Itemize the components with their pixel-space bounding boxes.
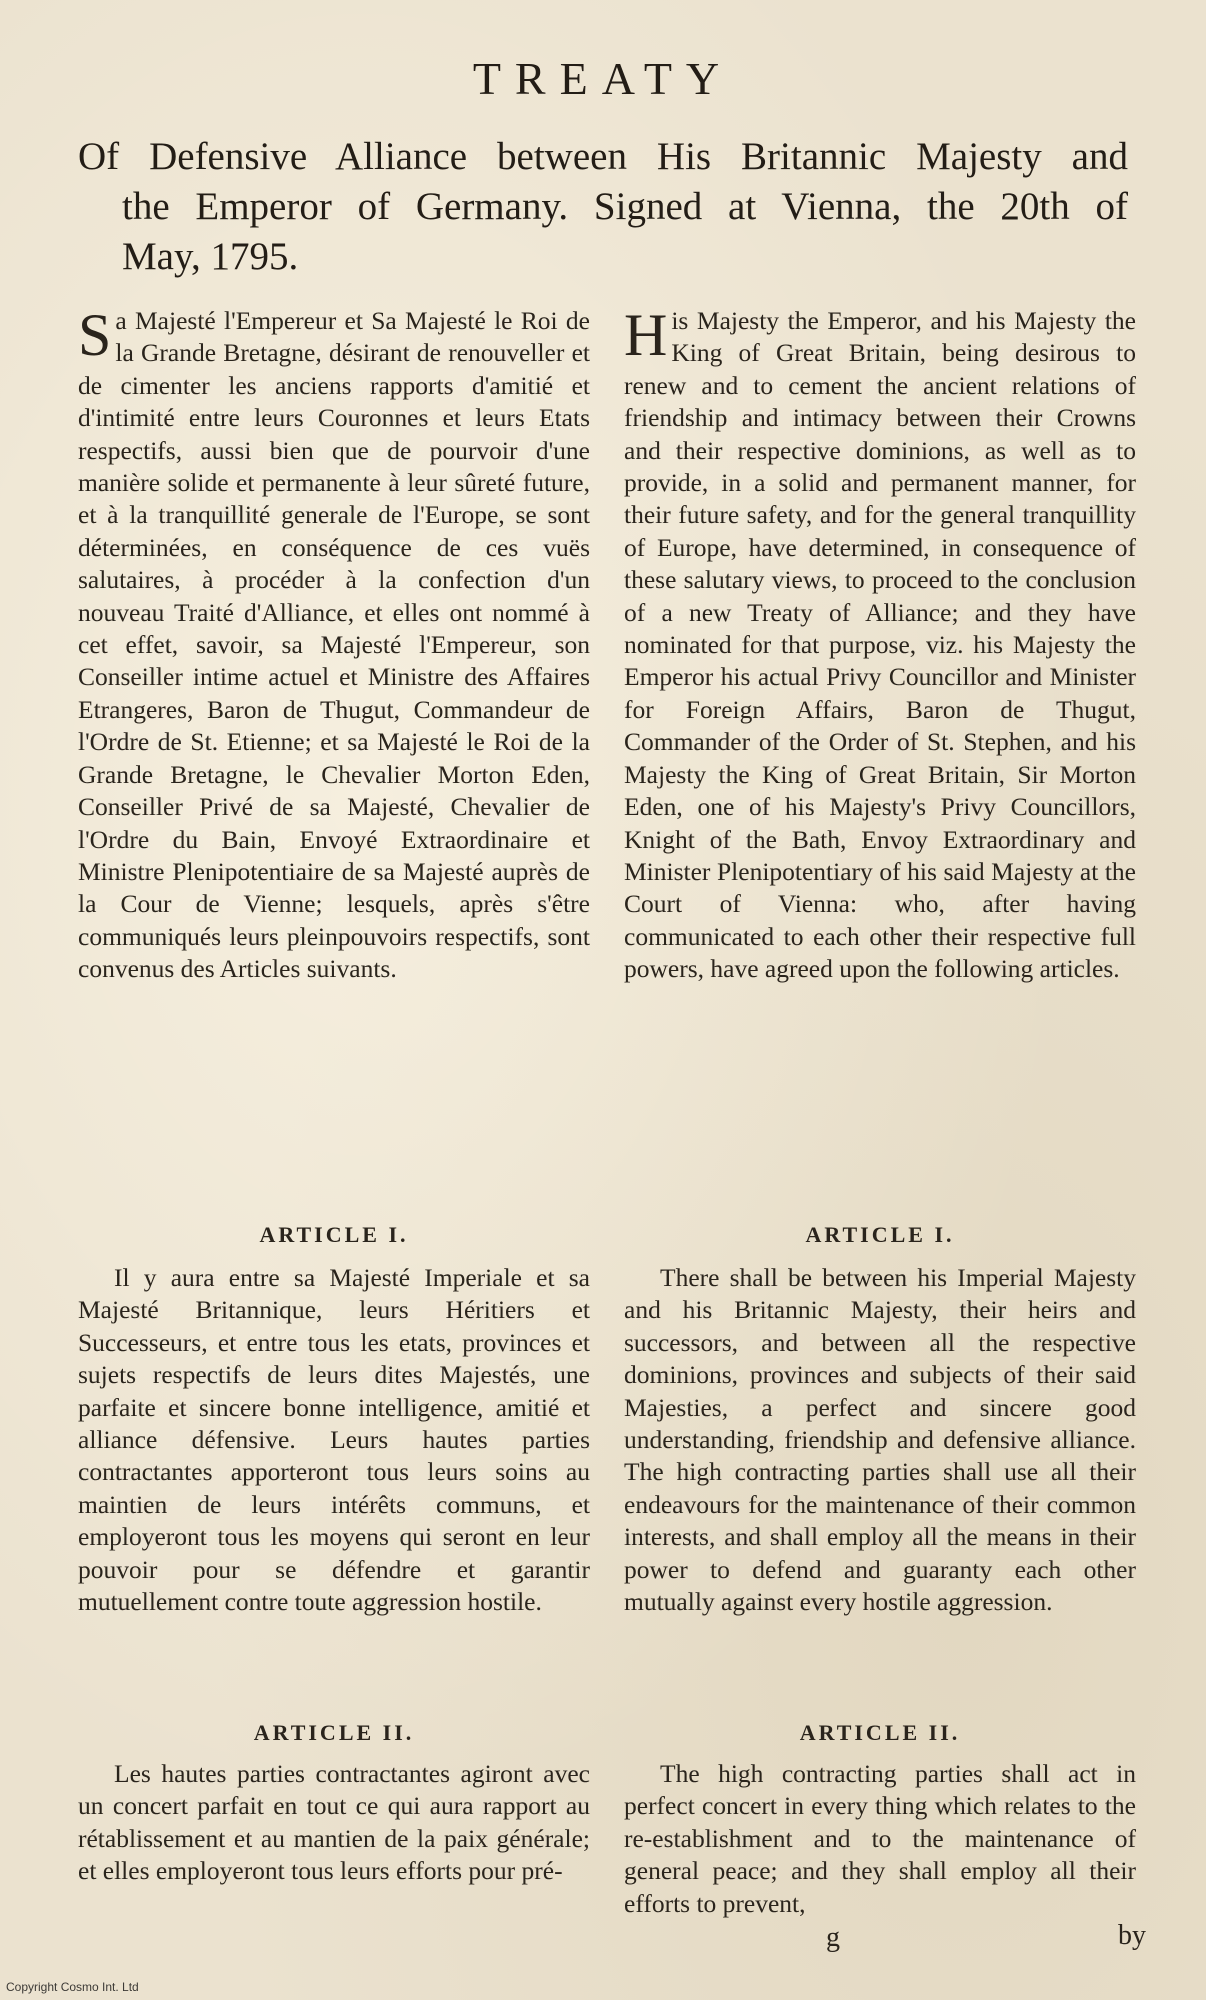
french-article-2-heading: ARTICLE II. [253,1720,415,1745]
subtitle-line-3: May, 1795. [122,235,299,278]
copyright-notice: Copyright Cosmo Int. Ltd [6,1980,139,1994]
page-title: TREATY [472,53,734,104]
english-article-2-heading: ARTICLE II. [799,1720,961,1745]
signature-mark: g [826,1922,840,1953]
english-article-1-text: There shall be between his Imperial Majesty and his Britannic Majesty, their heirs and successors, and between all the respective dominions, provinces and subjects of their said Majesties, a perfect and sincere good understanding, friendship and defensive alliance. The high contracting parties shall use all their endeavours for the maintenance of their common interests, and shall employ all the means in their power to defend and guaranty each other mutually against every hostile aggression. [624,1263,1136,1617]
french-article-1-heading: ARTICLE I. [259,1222,409,1247]
treaty-subtitle [78,132,1128,282]
english-article-2-text: The high contracting parties shall act in perfect concert in every thing which relates to the re-establishment and to the maintenance of general peace; and they shall employ all their efforts to prevent, [624,1759,1136,1918]
french-preamble: Sa Majesté l'Empereur et Sa Majesté le Roi de la Grande Bretagne, désirant de renouveller et de cimenter les anciens rapports d'amitié et d'intimité entre leurs Couronnes et leurs Etats respectifs, aussi bien que de pourvoir d'une manière solide et permanente à leur sûreté future, et à la tranquillité generale de l'Europe, se sont déterminées, en conséquence de ces vuës salutaires, à procéder à la confection d'un nouveau Traité d'Alliance, et elles ont nommé à cet effet, savoir, sa Majesté l'Empereur, son Conseiller intime actuel et Ministre des Affaires Etrangeres, Baron de Thugut, Commandeur de l'Ordre de St. Etienne; et sa Majesté le Roi de la Grande Bretagne, le Chevalier Morton Eden, Conseiller Privé de sa Majesté, Chevalier de l'Ordre du Bain, Envoyé Extraordinaire et Ministre Plenipotentiaire de sa Majesté auprès de la Cour de Vienne; lesquels, après s'être communiqués leurs pleinpouvoirs respectifs, sont convenus des Articles suivants. [78,302,590,984]
subtitle-line-2: the Emperor of Germany. Signed at Vienna, the 20th of [122,185,1128,228]
french-article-2-text: Les hautes parties contractantes agiront avec un concert parfait en tout ce qui aura rapport au rétablissement et au mantien de la paix générale; et elles employeront tous leurs efforts pour pré- [78,1759,590,1886]
french-article-1-text: Il y aura entre sa Majesté Imperiale et sa Majesté Britannique, leurs Héritiers et Successeurs, et entre tous les etats, provinces et sujets respectifs de leurs dites Majestés, une parfaite et sincere bonne intelligence, amitié et alliance défensive. Leurs hautes parties contractantes apporteront tous leurs soins au maintien de leurs intérêts communs, et employeront tous les moyens qui seront en leur pouvoir pour se défendre et garantir mutuellement contre toute aggression hostile. [78,1263,590,1617]
english-preamble: His Majesty the Emperor, and his Majesty the King of Great Britain, being desirous to renew and to cement the ancient relations of friendship and intimacy between their Crowns and their respective dominions, as well as to provide, in a solid and permanent manner, for their future safety, and for the general tranquillity of Europe, have determined, in consequence of these salutary views, to proceed to the conclusion of a new Treaty of Alliance; and they have nominated for that purpose, viz. his Majesty the Emperor his actual Privy Councillor and Minister for Foreign Affairs, Baron de Thugut, Commander of the Order of St. Stephen, and his Majesty the King of Great Britain, Sir Morton Eden, one of his Majesty's Privy Councillors, Knight of the Bath, Envoy Extraordinary and Minister Plenipotentiary of his said Majesty at the Court of Vienna: who, after having communicated to each other their respective full powers, have agreed upon the following articles. [624,302,1136,984]
english-article-1-heading: ARTICLE I. [805,1222,955,1247]
catchword: by [1118,1920,1146,1951]
subtitle-line-1: Of Defensive Alliance between His Britannic Majesty and [78,135,1128,178]
